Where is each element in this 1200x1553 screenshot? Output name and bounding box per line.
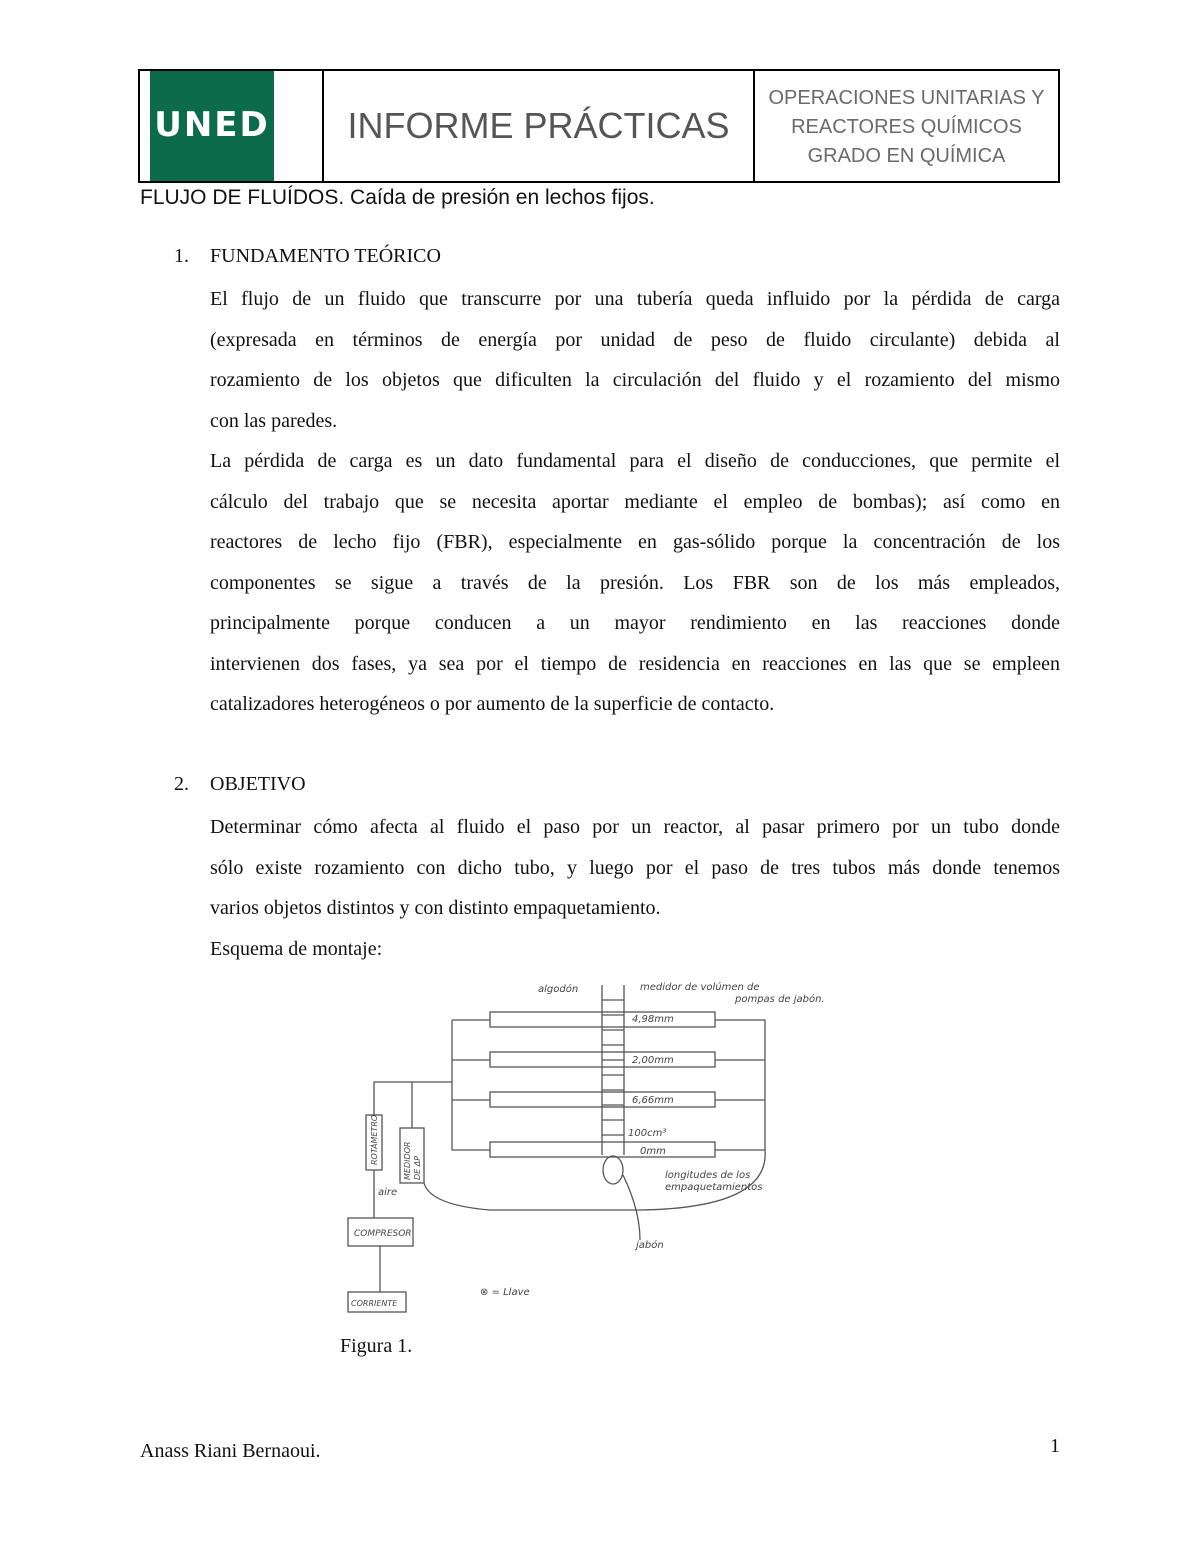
assembly-diagram bbox=[340, 970, 860, 1320]
report-header bbox=[138, 69, 1060, 183]
label-tube-1: 4,98mm bbox=[632, 1014, 674, 1025]
report-title-cell bbox=[324, 71, 755, 181]
figure-caption: Figura 1. bbox=[340, 1335, 413, 1357]
label-medidor-dp-1: MEDIDOR bbox=[403, 1141, 412, 1180]
label-volume: 100cm³ bbox=[628, 1128, 667, 1139]
course-line-2: REACTORES QUÍMICOS bbox=[791, 115, 1022, 138]
label-longitudes-1: longitudes de los bbox=[665, 1170, 751, 1181]
report-title: INFORME PRÁCTICAS bbox=[347, 105, 730, 146]
section-2-number: 2. bbox=[174, 773, 189, 795]
logo-cell bbox=[140, 71, 324, 181]
label-jabon: jabón bbox=[636, 1240, 664, 1251]
section-1-number: 1. bbox=[174, 245, 189, 267]
section-2-heading: OBJETIVO bbox=[210, 773, 306, 795]
text-line: con las paredes. bbox=[210, 409, 338, 432]
course-cell bbox=[755, 71, 1058, 181]
document-title: FLUJO DE FLUÍDOS. Caída de presión en lechos fijos. bbox=[140, 186, 655, 209]
text-line: Determinar cómo afecta al fluido el paso por un reactor, al pasar primero por un tubo donde bbox=[210, 816, 1060, 838]
text-line: sólo existe rozamiento con dicho tubo, y luego por el paso de tres tubos más donde tenemos bbox=[210, 856, 1060, 879]
text-line: intervienen dos fases, ya sea por el tiempo de residencia en reacciones en las que se empleen bbox=[210, 652, 1060, 675]
text-line: rozamiento de los objetos que dificulten la circulación del fluido y el rozamiento del mismo bbox=[210, 369, 1060, 391]
section-2-text bbox=[210, 807, 1060, 969]
section-1-text bbox=[210, 279, 1060, 725]
label-rotametro: ROTÁMETRO bbox=[370, 1114, 379, 1165]
text-line: componentes se sigue a través de la presión. Los FBR son de los más empleados, bbox=[210, 571, 1060, 594]
label-longitudes-2: empaquetamientos bbox=[665, 1182, 763, 1193]
label-aire: aire bbox=[378, 1187, 398, 1198]
label-tube-4: 0mm bbox=[640, 1146, 666, 1157]
label-medidor-1: medidor de volúmen de bbox=[640, 982, 760, 993]
label-tube-3: 6,66mm bbox=[632, 1095, 674, 1106]
label-compresor: COMPRESOR bbox=[354, 1229, 412, 1239]
section-1-heading: FUNDAMENTO TEÓRICO bbox=[210, 245, 441, 267]
label-algodon: algodón bbox=[538, 984, 579, 995]
text-line: (expresada en términos de energía por unidad de peso de fluido circulante) debida al bbox=[210, 328, 1060, 351]
text-line: El flujo de un fluido que transcurre por una tubería queda influido por la pérdida de carga bbox=[210, 288, 1060, 310]
footer-author: Anass Riani Bernaoui. bbox=[140, 1440, 321, 1462]
label-tube-2: 2,00mm bbox=[632, 1055, 674, 1066]
text-line: Esquema de montaje: bbox=[210, 937, 383, 960]
label-corriente: CORRIENTE bbox=[351, 1299, 398, 1308]
course-line-3: GRADO EN QUÍMICA bbox=[807, 144, 1006, 167]
label-llave-legend: ⊗ = Llave bbox=[480, 1287, 530, 1298]
uned-logo-text: UNED bbox=[154, 105, 270, 145]
text-line: varios objetos distintos y con distinto empaquetamiento. bbox=[210, 897, 661, 919]
label-medidor-dp-2: DE ΔP bbox=[413, 1155, 422, 1180]
text-line: cálculo del trabajo que se necesita aportar mediante el empleo de bombas); así como en bbox=[210, 490, 1060, 513]
course-line-1: OPERACIONES UNITARIAS Y bbox=[768, 86, 1045, 109]
text-line: principalmente porque conducen a un mayor rendimiento en las reacciones donde bbox=[210, 612, 1060, 634]
text-line: catalizadores heterogéneos o por aumento de la superficie de contacto. bbox=[210, 693, 775, 715]
text-line: reactores de lecho fijo (FBR), especialmente en gas-sólido porque la concentración de los bbox=[210, 531, 1060, 553]
page-number: 1 bbox=[1050, 1435, 1060, 1457]
label-medidor-2: pompas de jabón. bbox=[735, 994, 825, 1005]
text-line: La pérdida de carga es un dato fundamental para el diseño de conducciones, que permite el bbox=[210, 450, 1060, 472]
